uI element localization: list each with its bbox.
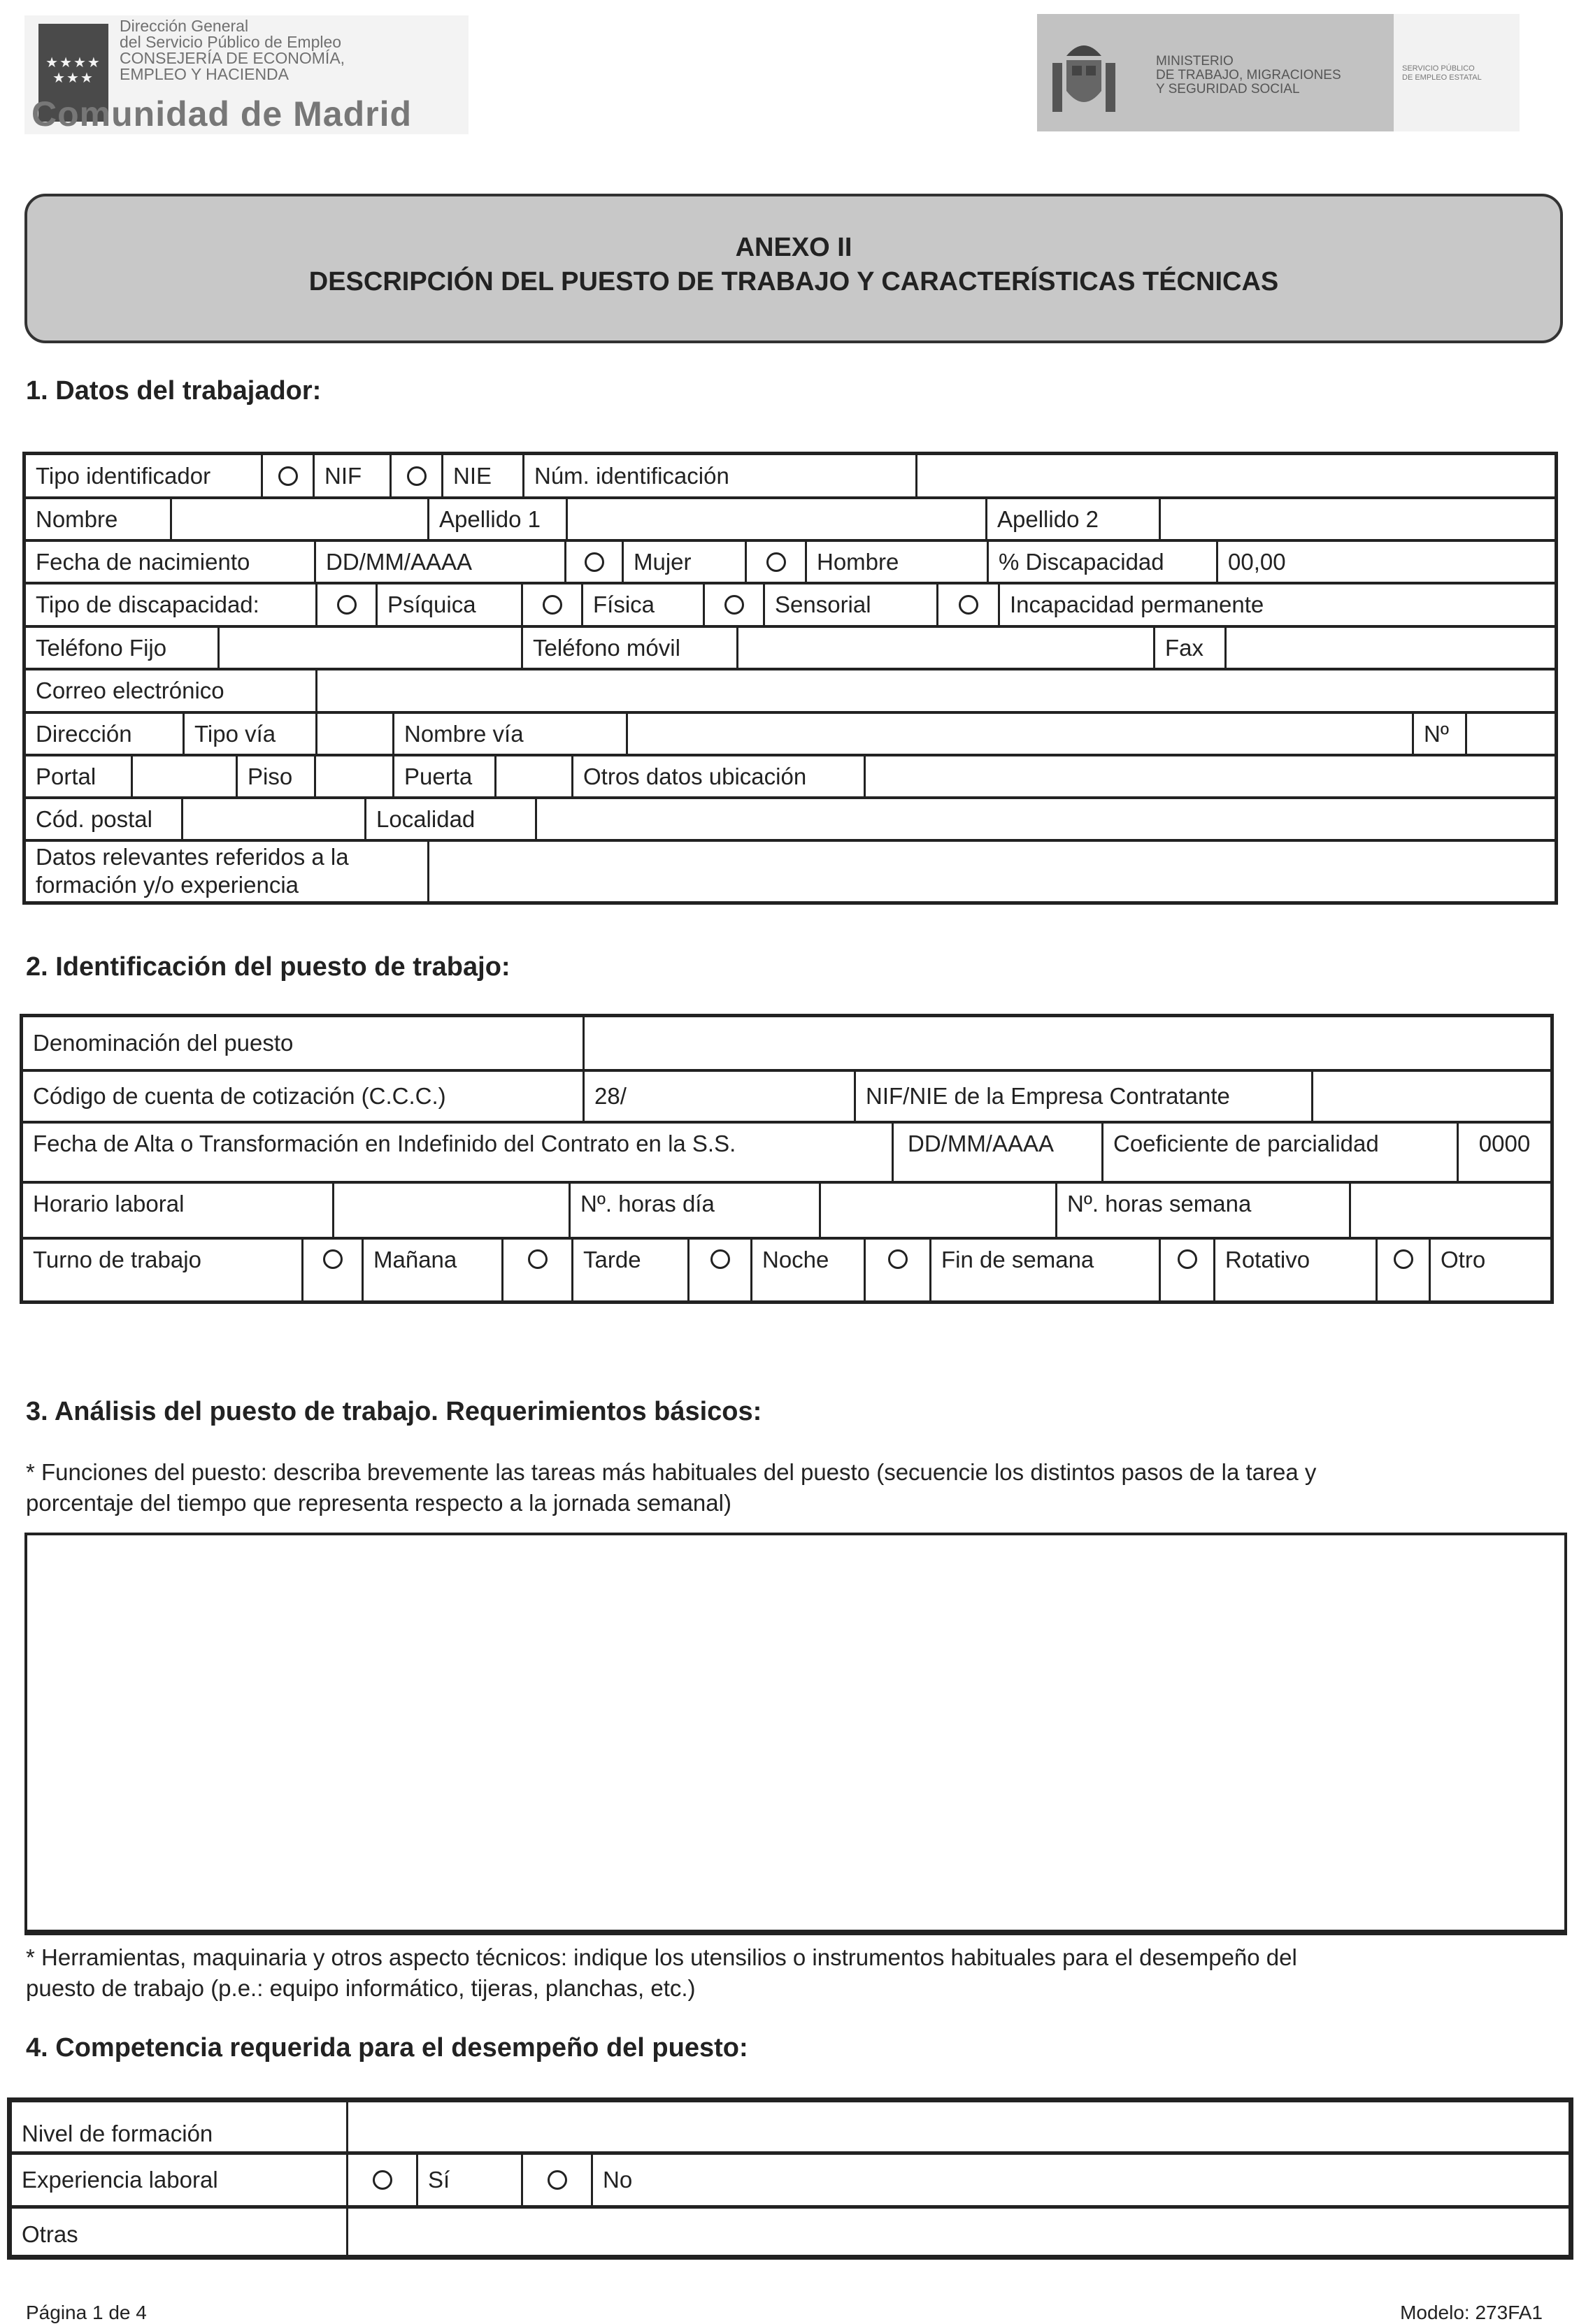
stars-icon: ★★★★ ★★★ [45, 55, 101, 86]
nombre-via-input[interactable] [626, 714, 1412, 754]
table-row [23, 1184, 1550, 1240]
label-denominacion: Denominación del puesto [33, 1030, 294, 1056]
label-line: Datos relevantes referidos a la [36, 844, 349, 870]
otras-input[interactable] [346, 2209, 1569, 2255]
label-discapacidad-pct: % Discapacidad [987, 542, 1216, 582]
section2-heading: 2. Identificación del puesto de trabajo: [26, 952, 510, 982]
radio-circle-icon[interactable] [710, 1249, 730, 1269]
label-correo: Correo electrónico [36, 677, 224, 703]
table-row [12, 2155, 1569, 2209]
label-num-identificacion: Núm. identificación [522, 455, 915, 496]
label-telefono-movil: Teléfono móvil [521, 628, 736, 668]
annex-title: ANEXO II [735, 233, 852, 262]
radio-circle-icon[interactable] [1178, 1249, 1197, 1269]
job-identification-table [20, 1014, 1554, 1304]
localidad-input[interactable] [535, 799, 1555, 839]
label-puerta: Puerta [392, 756, 494, 796]
table-row [26, 756, 1555, 799]
telefono-fijo-input[interactable] [217, 628, 521, 668]
funciones-instructions [26, 1457, 1564, 1519]
model-number: Modelo: 273FA1 [1400, 2302, 1543, 2323]
sensorial-radio[interactable] [703, 584, 763, 625]
rotativo-radio[interactable] [1159, 1240, 1213, 1300]
table-row [26, 628, 1555, 670]
label-tipo-discapacidad: Tipo de discapacidad: [36, 591, 259, 617]
label-nombre-via: Nombre vía [392, 714, 626, 754]
label-piso: Piso [236, 756, 314, 796]
label-otro: Otro [1429, 1240, 1550, 1300]
table-row [23, 1240, 1550, 1300]
label-otras: Otras [22, 2221, 78, 2247]
table-row [26, 455, 1555, 499]
worker-data-table [22, 452, 1558, 905]
label-localidad: Localidad [364, 799, 535, 839]
telefono-movil-input[interactable] [736, 628, 1153, 668]
fin-semana-radio[interactable] [864, 1240, 929, 1300]
comunidad-madrid-logo [24, 15, 469, 134]
label-nif-empresa: NIF/NIE de la Empresa Contratante [854, 1072, 1311, 1121]
label-direccion: Dirección [36, 720, 132, 747]
label-apellido2: Apellido 2 [985, 499, 1159, 539]
label-noche: Noche [750, 1240, 864, 1300]
numero-input[interactable] [1465, 714, 1555, 754]
table-row [26, 714, 1555, 756]
apellido1-input[interactable] [566, 499, 985, 539]
herramientas-instructions [26, 1942, 1564, 2004]
sepe-text [1402, 64, 1482, 83]
radio-circle-icon[interactable] [337, 595, 357, 615]
logo-line: Y SEGURIDAD SOCIAL [1156, 82, 1300, 96]
label-manana: Mañana [362, 1240, 501, 1300]
instruction-line: puesto de trabajo (p.e.: equipo informático, tijeras, planchas, etc.) [26, 1975, 696, 2001]
tarde-radio[interactable] [501, 1240, 571, 1300]
label-incapacidad: Incapacidad permanente [998, 584, 1555, 625]
puerta-input[interactable] [494, 756, 571, 796]
radio-circle-icon[interactable] [959, 595, 978, 615]
hombre-radio[interactable] [745, 542, 805, 582]
table-row [26, 542, 1555, 584]
nombre-input[interactable] [170, 499, 427, 539]
radio-circle-icon[interactable] [585, 552, 604, 572]
radio-circle-icon[interactable] [528, 1249, 548, 1269]
si-radio[interactable] [346, 2155, 416, 2205]
radio-circle-icon[interactable] [407, 466, 427, 486]
radio-circle-icon[interactable] [323, 1249, 343, 1269]
radio-circle-icon[interactable] [278, 466, 298, 486]
radio-circle-icon[interactable] [766, 552, 786, 572]
discapacidad-pct-input[interactable]: 00,00 [1216, 542, 1555, 582]
label-portal: Portal [36, 763, 97, 789]
nif-empresa-input[interactable] [1311, 1072, 1550, 1121]
ministerio-logo [1037, 14, 1520, 131]
table-row [23, 1124, 1550, 1184]
instruction-line: porcentaje del tiempo que representa respecto a la jornada semanal) [26, 1490, 731, 1516]
label-horas-semana: Nº. horas semana [1055, 1184, 1349, 1237]
label-si: Sí [416, 2155, 521, 2205]
label-nif: NIF [313, 455, 390, 496]
fisica-radio[interactable] [521, 584, 581, 625]
mujer-radio[interactable] [564, 542, 622, 582]
label-nombre: Nombre [36, 505, 118, 532]
piso-input[interactable] [314, 756, 392, 796]
nivel-formacion-input[interactable] [346, 2102, 1569, 2151]
label-hombre: Hombre [805, 542, 987, 582]
instruction-line: * Herramientas, maquinaria y otros aspecto técnicos: indique los utensilios o instrumentos habituales para el desempeño del [26, 1944, 1297, 1970]
label-horario: Horario laboral [33, 1191, 185, 1217]
horas-semana-input[interactable] [1349, 1184, 1550, 1237]
radio-circle-icon[interactable] [373, 2170, 392, 2190]
table-row [26, 842, 1555, 901]
label-nie: NIE [441, 455, 522, 496]
competence-table [7, 2097, 1573, 2260]
logo-line: MINISTERIO [1156, 54, 1234, 69]
no-radio[interactable] [521, 2155, 591, 2205]
table-row [26, 499, 1555, 542]
ccc-input[interactable]: 28/ [583, 1072, 854, 1121]
label-coeficiente: Coeficiente de parcialidad [1101, 1124, 1457, 1181]
table-row [26, 584, 1555, 628]
label-tipo-via: Tipo vía [183, 714, 315, 754]
label-nivel-formacion: Nivel de formación [22, 2121, 213, 2146]
section4-heading: 4. Competencia requerida para el desempeño del puesto: [26, 2033, 748, 2063]
radio-circle-icon[interactable] [548, 2170, 567, 2190]
logo-line: del Servicio Público de Empleo [120, 33, 342, 51]
title-box [24, 194, 1563, 343]
table-row [12, 2102, 1569, 2155]
tipo-via-input[interactable] [315, 714, 392, 754]
psiquica-radio[interactable] [315, 584, 376, 625]
logo-line: EMPLEO Y HACIENDA [120, 65, 290, 83]
label-no: No [591, 2155, 1569, 2205]
logo-line: Dirección General [120, 17, 249, 35]
sepe-logo [1394, 14, 1520, 131]
table-row [23, 1017, 1550, 1072]
coat-of-arms-icon [1052, 35, 1115, 117]
coeficiente-input[interactable]: 0000 [1457, 1124, 1550, 1181]
label-datos-relevantes [26, 842, 427, 901]
otro-radio[interactable] [1376, 1240, 1429, 1300]
correo-input[interactable] [315, 670, 1555, 711]
label-fecha-nacimiento: Fecha de nacimiento [36, 548, 250, 575]
funciones-textarea[interactable] [24, 1533, 1567, 1935]
table-row [26, 670, 1555, 714]
label-tarde: Tarde [571, 1240, 687, 1300]
label-rotativo: Rotativo [1213, 1240, 1376, 1300]
incapacidad-radio[interactable] [936, 584, 998, 625]
page-number: Página 1 de 4 [26, 2302, 147, 2323]
label-numero: Nº [1412, 714, 1465, 754]
table-row [12, 2209, 1569, 2255]
logo-left-text [120, 18, 345, 83]
horario-input[interactable] [332, 1184, 569, 1237]
label-fisica: Física [581, 584, 703, 625]
logo-line: CONSEJERÍA DE ECONOMÍA, [120, 49, 345, 67]
section1-heading: 1. Datos del trabajador: [26, 376, 322, 406]
label-telefono-fijo: Teléfono Fijo [36, 634, 167, 661]
label-turno: Turno de trabajo [33, 1247, 201, 1272]
label-sensorial: Sensorial [763, 584, 936, 625]
label-horas-dia: Nº. horas día [569, 1184, 819, 1237]
label-line: formación y/o experiencia [36, 872, 299, 898]
radio-circle-icon[interactable] [888, 1249, 908, 1269]
logo-line: DE EMPLEO ESTATAL [1402, 73, 1482, 82]
label-otros-datos: Otros datos ubicación [571, 756, 864, 796]
logo-line: DE TRABAJO, MIGRACIONES [1156, 68, 1341, 83]
logo-left-title: Comunidad de Madrid [31, 94, 412, 134]
label-experiencia: Experiencia laboral [22, 2167, 218, 2193]
cod-postal-input[interactable] [181, 799, 364, 839]
portal-input[interactable] [131, 756, 236, 796]
label-tipo-identificador: Tipo identificador [36, 462, 211, 489]
datos-relevantes-input[interactable] [427, 842, 1555, 901]
table-row [23, 1072, 1550, 1124]
ministerio-text [1156, 55, 1341, 96]
section3-heading: 3. Análisis del puesto de trabajo. Requerimientos básicos: [26, 1397, 762, 1426]
radio-circle-icon[interactable] [543, 595, 562, 615]
label-ccc: Código de cuenta de cotización (C.C.C.) [33, 1083, 446, 1109]
horas-dia-input[interactable] [819, 1184, 1055, 1237]
manana-radio[interactable] [301, 1240, 362, 1300]
fecha-nacimiento-input[interactable]: DD/MM/AAAA [314, 542, 564, 582]
logo-line: SERVICIO PÚBLICO [1402, 64, 1475, 73]
label-fin-semana: Fin de semana [929, 1240, 1159, 1300]
fax-input[interactable] [1224, 628, 1555, 668]
label-psiquica: Psíquica [376, 584, 521, 625]
nie-radio[interactable] [390, 455, 441, 496]
label-mujer: Mujer [622, 542, 745, 582]
label-cod-postal: Cód. postal [36, 805, 152, 832]
table-row [26, 799, 1555, 842]
num-identificacion-input[interactable] [915, 455, 1555, 496]
label-fax: Fax [1153, 628, 1224, 668]
radio-circle-icon[interactable] [1394, 1249, 1413, 1269]
otros-datos-input[interactable] [864, 756, 1555, 796]
document-title: DESCRIPCIÓN DEL PUESTO DE TRABAJO Y CARACTERÍSTICAS TÉCNICAS [308, 267, 1279, 296]
instruction-line: * Funciones del puesto: describa brevemente las tareas más habituales del puesto (secuencie los distintos pasos de la tarea y [26, 1459, 1317, 1485]
fecha-alta-input[interactable]: DD/MM/AAAA [892, 1124, 1101, 1181]
noche-radio[interactable] [687, 1240, 750, 1300]
nif-radio[interactable] [261, 455, 313, 496]
label-fecha-alta: Fecha de Alta o Transformación en Indefinido del Contrato en la S.S. [33, 1131, 736, 1156]
radio-circle-icon[interactable] [724, 595, 744, 615]
label-apellido1: Apellido 1 [427, 499, 566, 539]
apellido2-input[interactable] [1159, 499, 1555, 539]
denominacion-input[interactable] [583, 1017, 1550, 1069]
